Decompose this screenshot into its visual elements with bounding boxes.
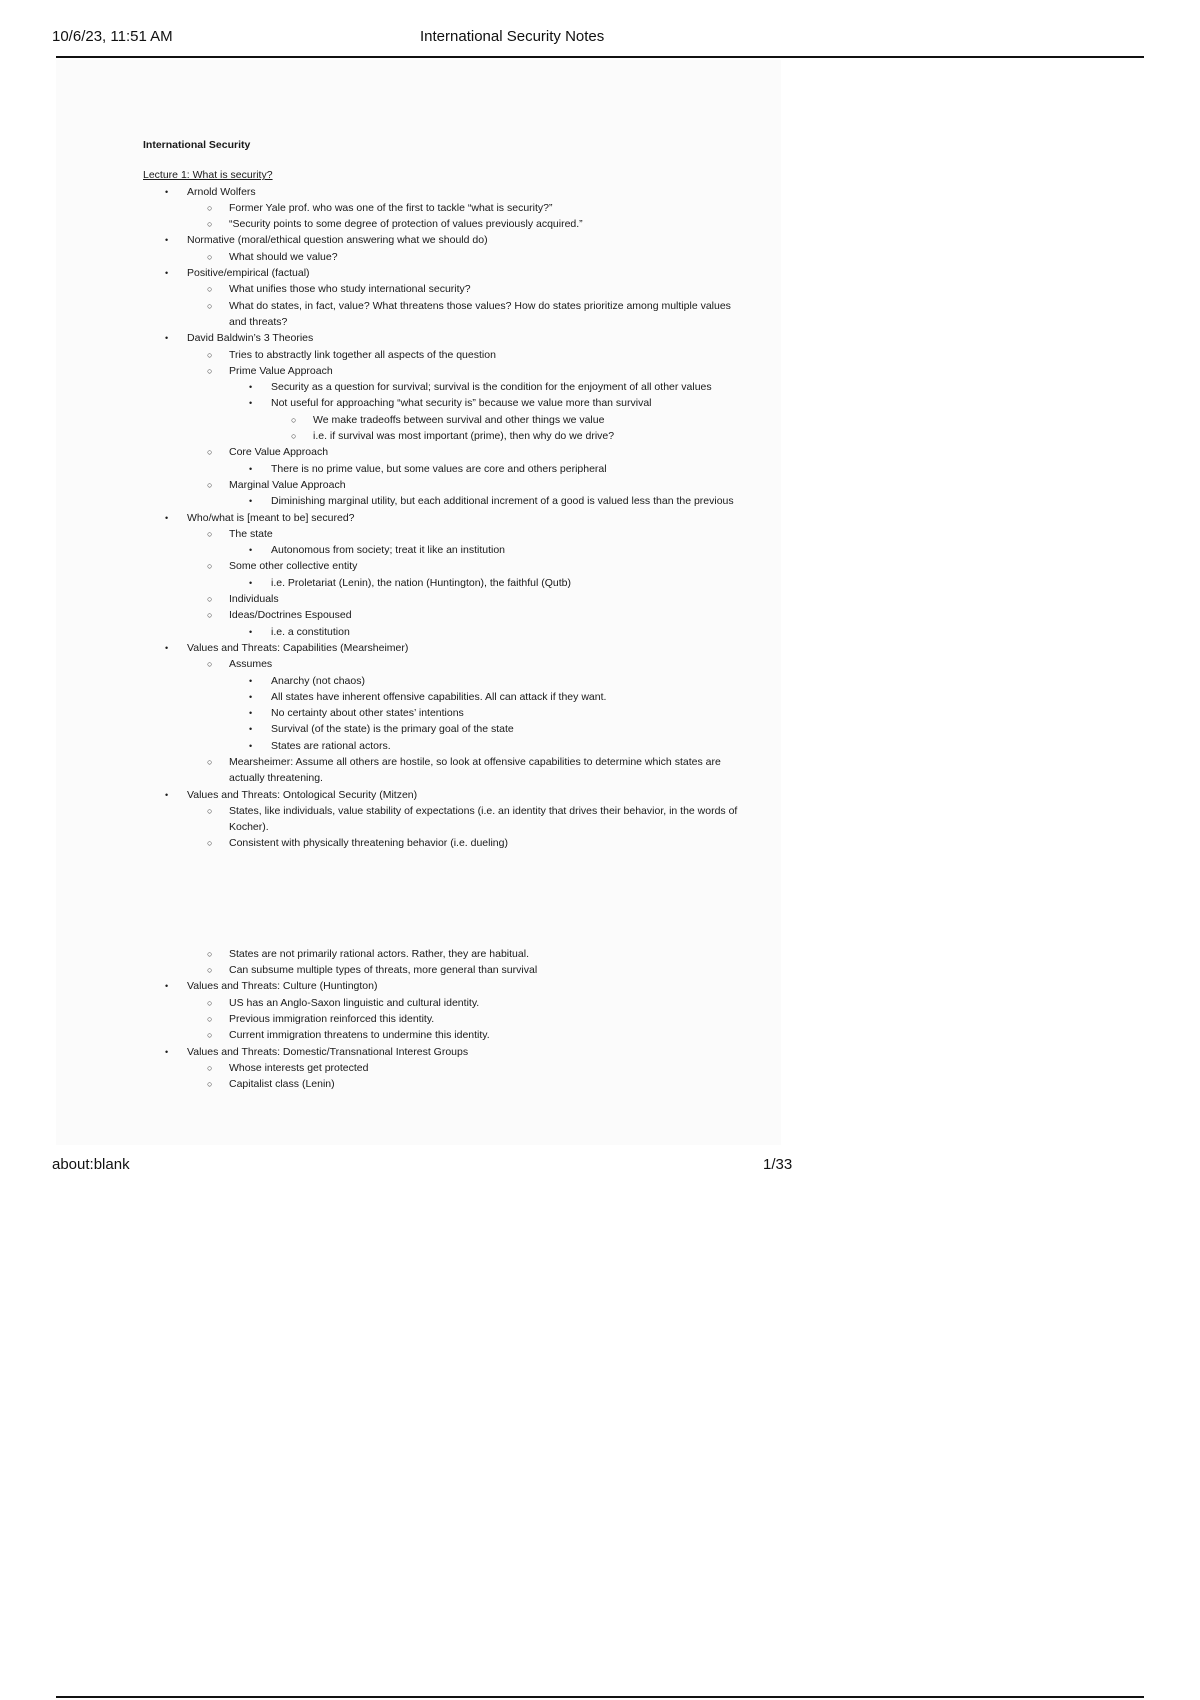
outline-item-text: Mearsheimer: Assume all others are hostile, so look at offensive capabilities to determine which states are actually threatening. xyxy=(229,755,721,785)
outline-item-text: No certainty about other states’ intentions xyxy=(271,707,464,720)
outline-item xyxy=(143,232,743,248)
footer-url: about:blank xyxy=(52,1156,130,1173)
outline-item-text: Normative (moral/ethical question answering what we should do) xyxy=(187,234,488,247)
header-title: International Security Notes xyxy=(420,28,605,45)
outline-item-text: Capitalist class (Lenin) xyxy=(229,1078,335,1091)
circle-bullet-icon: ○ xyxy=(207,528,213,539)
circle-bullet-icon: ○ xyxy=(207,659,213,670)
page-gap xyxy=(143,852,743,946)
outline-item-text: Prime Value Approach xyxy=(229,364,333,377)
outline-item xyxy=(143,510,743,526)
circle-bullet-icon: ○ xyxy=(207,447,213,458)
outline-item-text: Individuals xyxy=(229,593,279,606)
outline-item xyxy=(143,477,743,493)
outline-item xyxy=(143,444,743,460)
outline-item-text: Assumes xyxy=(229,658,273,671)
outline-item-text: Not useful for approaching “what security is” because we value more than survival xyxy=(271,397,652,410)
outline-item-text: Who/what is [meant to be] secured? xyxy=(187,511,355,524)
outline-item-text: i.e. if survival was most important (prime), then why do we drive? xyxy=(313,430,615,443)
circle-bullet-icon: ○ xyxy=(207,1062,213,1073)
circle-bullet-icon: ○ xyxy=(207,756,213,767)
bullet-icon: • xyxy=(249,626,253,637)
outline-item xyxy=(143,946,743,962)
header-rule xyxy=(56,56,1144,58)
outline-item-text: Security as a question for survival; survival is the condition for the enjoyment of all other values xyxy=(271,381,712,394)
outline-item xyxy=(143,721,743,737)
outline-item-text: US has an Anglo-Saxon linguistic and cultural identity. xyxy=(229,996,480,1009)
outline-item xyxy=(143,754,743,787)
outline-item-text: David Baldwin’s 3 Theories xyxy=(187,332,314,345)
outline-item xyxy=(143,673,743,689)
outline-item xyxy=(143,493,743,509)
outline-item xyxy=(143,787,743,803)
circle-bullet-icon: ○ xyxy=(207,479,213,490)
bullet-icon: • xyxy=(249,382,253,393)
outline-item xyxy=(143,265,743,281)
outline-item xyxy=(143,591,743,607)
outline-item-text: Tries to abstractly link together all aspects of the question xyxy=(229,348,496,361)
circle-bullet-icon: ○ xyxy=(207,965,213,976)
outline-item-text: Consistent with physically threatening behavior (i.e. dueling) xyxy=(229,837,508,850)
outline-item-text: i.e. Proletariat (Lenin), the nation (Huntington), the faithful (Qutb) xyxy=(271,576,571,589)
outline-item xyxy=(143,347,743,363)
outline-item-text: Diminishing marginal utility, but each additional increment of a good is valued less than the previous xyxy=(271,495,734,508)
bullet-icon: • xyxy=(249,724,253,735)
outline-item xyxy=(143,705,743,721)
bullet-icon: • xyxy=(249,740,253,751)
lecture-title: Lecture 1: What is security? xyxy=(143,169,273,182)
outline-item-text: What unifies those who study international security? xyxy=(229,283,471,296)
circle-bullet-icon: ○ xyxy=(207,594,213,605)
outline-item xyxy=(143,216,743,232)
outline-item-text: There is no prime value, but some values are core and others peripheral xyxy=(271,462,607,475)
circle-bullet-icon: ○ xyxy=(207,365,213,376)
bullet-icon: • xyxy=(249,496,253,507)
bullet-icon: • xyxy=(165,235,169,246)
bullet-icon: • xyxy=(165,981,169,992)
notes-block-2 xyxy=(143,946,743,1093)
outline-item xyxy=(143,1076,743,1092)
outline-item xyxy=(143,607,743,623)
document-heading: International Security xyxy=(143,139,251,151)
outline-item xyxy=(143,330,743,346)
outline-item-text: States are rational actors. xyxy=(271,739,391,752)
bullet-icon: • xyxy=(249,398,253,409)
circle-bullet-icon: ○ xyxy=(207,219,213,230)
bullet-icon: • xyxy=(165,789,169,800)
outline-item xyxy=(143,640,743,656)
outline-item xyxy=(143,395,743,411)
outline-item-text: “Security points to some degree of protection of values previously acquired.” xyxy=(229,218,583,231)
outline-item-text: States are not primarily rational actors. Rather, they are habitual. xyxy=(229,947,529,960)
bullet-icon: • xyxy=(165,186,169,197)
footer-page-number: 1/33 xyxy=(763,1156,793,1173)
outline-item-text: What should we value? xyxy=(229,250,338,263)
bullet-icon: • xyxy=(165,268,169,279)
outline-item-text: What do states, in fact, value? What threatens those values? How do states prioritize among multiple values and threats? xyxy=(229,299,731,328)
outline-item-text: Values and Threats: Capabilities (Mearsheimer) xyxy=(187,641,409,654)
outline-item-text: Current immigration threatens to undermine this identity. xyxy=(229,1029,490,1042)
outline-item xyxy=(143,558,743,574)
outline-item xyxy=(143,803,743,836)
outline-item-text: Arnold Wolfers xyxy=(187,185,256,198)
bullet-icon: • xyxy=(249,577,253,588)
circle-bullet-icon: ○ xyxy=(207,1079,213,1090)
outline-item xyxy=(143,412,743,428)
outline-item xyxy=(143,1044,743,1060)
outline-item-text: We make tradeoffs between survival and other things we value xyxy=(313,413,605,426)
outline-item-text: i.e. a constitution xyxy=(271,625,350,638)
circle-bullet-icon: ○ xyxy=(207,610,213,621)
outline-item xyxy=(143,200,743,216)
outline-item xyxy=(143,363,743,379)
outline-item xyxy=(143,656,743,672)
outline-item xyxy=(143,962,743,978)
circle-bullet-icon: ○ xyxy=(207,838,213,849)
outline-item xyxy=(143,575,743,591)
outline-item xyxy=(143,1060,743,1076)
circle-bullet-icon: ○ xyxy=(207,805,213,816)
bullet-icon: • xyxy=(249,463,253,474)
circle-bullet-icon: ○ xyxy=(207,251,213,262)
outline-item-text: Can subsume multiple types of threats, more general than survival xyxy=(229,964,538,977)
outline-item-text: Some other collective entity xyxy=(229,560,358,573)
bullet-icon: • xyxy=(249,675,253,686)
outline-item xyxy=(143,184,743,200)
circle-bullet-icon: ○ xyxy=(207,202,213,213)
circle-bullet-icon: ○ xyxy=(291,414,297,425)
circle-bullet-icon: ○ xyxy=(207,300,213,311)
outline-item-text: Whose interests get protected xyxy=(229,1061,369,1074)
bullet-icon: • xyxy=(249,691,253,702)
outline-item-text: Ideas/Doctrines Espoused xyxy=(229,609,352,622)
outline-item xyxy=(143,379,743,395)
circle-bullet-icon: ○ xyxy=(207,284,213,295)
bullet-icon: • xyxy=(165,1046,169,1057)
outline-item xyxy=(143,1027,743,1043)
outline-item xyxy=(143,624,743,640)
outline-item xyxy=(143,249,743,265)
bullet-icon: • xyxy=(165,512,169,523)
outline-item xyxy=(143,542,743,558)
bullet-icon: • xyxy=(165,333,169,344)
outline-item xyxy=(143,1011,743,1027)
outline-item xyxy=(143,526,743,542)
outline-item-text: Values and Threats: Domestic/Transnational Interest Groups xyxy=(187,1045,469,1058)
circle-bullet-icon: ○ xyxy=(207,1030,213,1041)
outline-item-text: Survival (of the state) is the primary goal of the state xyxy=(271,723,514,736)
outline-item xyxy=(143,689,743,705)
circle-bullet-icon: ○ xyxy=(207,997,213,1008)
outline-item xyxy=(143,281,743,297)
outline-item xyxy=(143,298,743,331)
bullet-icon: • xyxy=(249,708,253,719)
outline-item xyxy=(143,428,743,444)
outline-item xyxy=(143,995,743,1011)
outline-item-text: Autonomous from society; treat it like an institution xyxy=(271,544,506,557)
circle-bullet-icon: ○ xyxy=(207,948,213,959)
outline-item-text: Values and Threats: Culture (Huntington) xyxy=(187,980,378,993)
outline-item xyxy=(143,461,743,477)
outline-item-text: Positive/empirical (factual) xyxy=(187,267,310,280)
outline-item-text: Core Value Approach xyxy=(229,446,329,459)
outline-item-text: All states have inherent offensive capabilities. All can attack if they want. xyxy=(271,690,607,703)
circle-bullet-icon: ○ xyxy=(207,561,213,572)
notes-block-1 xyxy=(143,184,743,852)
circle-bullet-icon: ○ xyxy=(207,1013,213,1024)
outline-item-text: Former Yale prof. who was one of the first to tackle “what is security?” xyxy=(229,201,553,214)
circle-bullet-icon: ○ xyxy=(291,431,297,442)
outline-item-text: Marginal Value Approach xyxy=(229,478,346,491)
outline-item-text: Values and Threats: Ontological Security (Mitzen) xyxy=(187,788,418,801)
bullet-icon: • xyxy=(249,545,253,556)
bottom-rule xyxy=(56,1696,1144,1698)
outline-item-text: The state xyxy=(229,527,273,540)
header-datetime: 10/6/23, 11:51 AM xyxy=(52,28,173,45)
bullet-icon: • xyxy=(165,642,169,653)
outline-item-text: States, like individuals, value stability of expectations (i.e. an identity that drives their behavior, in the words of Kocher). xyxy=(229,804,738,834)
outline-item-text: Anarchy (not chaos) xyxy=(271,674,365,687)
outline-item xyxy=(143,835,743,851)
outline-item xyxy=(143,738,743,754)
document-content xyxy=(143,137,743,1092)
outline-item xyxy=(143,978,743,994)
outline-item-text: Previous immigration reinforced this identity. xyxy=(229,1012,435,1025)
circle-bullet-icon: ○ xyxy=(207,349,213,360)
